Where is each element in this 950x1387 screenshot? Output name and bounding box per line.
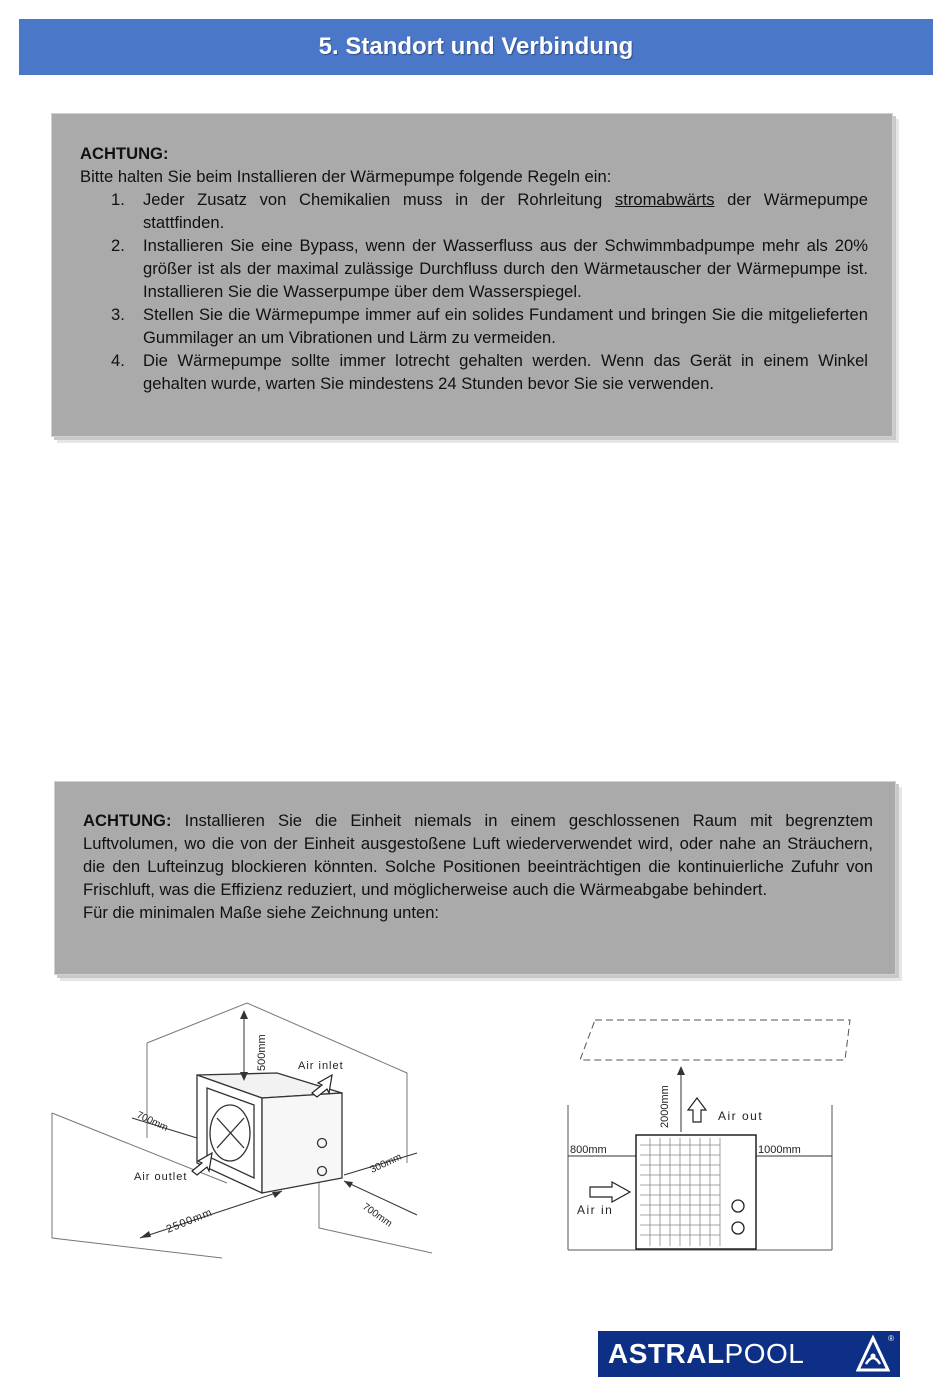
dim-top-label: 500mm bbox=[256, 1034, 268, 1071]
rule-number: 3. bbox=[111, 305, 125, 324]
dim-right-label: 300mm bbox=[368, 1151, 404, 1176]
air-in-label: Air in bbox=[577, 1203, 614, 1217]
air-in-arrow bbox=[590, 1182, 630, 1202]
notice-note: Für die minimalen Maße siehe Zeichnung unten: bbox=[83, 903, 440, 922]
rule-number: 2. bbox=[111, 236, 125, 255]
notice-heading: ACHTUNG: bbox=[83, 811, 172, 830]
rules-list bbox=[80, 188, 868, 395]
dim-top-label: 2000mm bbox=[659, 1085, 671, 1128]
notice-body bbox=[83, 809, 873, 901]
rule-text: Stellen Sie die Wärmepumpe immer auf ein solides Fundament und bringen Sie die mitgelieferten Gummilager an um Vibrationen und Lärm zu vermeiden. bbox=[143, 305, 868, 347]
rule-item bbox=[111, 234, 868, 303]
air-outlet-label: Air outlet bbox=[134, 1171, 188, 1183]
air-out-arrow bbox=[688, 1098, 706, 1122]
notice-heading: ACHTUNG: bbox=[80, 144, 169, 163]
logo-wordmark: ASTRALPOOL bbox=[608, 1338, 805, 1369]
logo-mark-icon bbox=[856, 1334, 894, 1374]
air-out-label: Air out bbox=[718, 1109, 764, 1123]
section-header bbox=[19, 19, 933, 75]
notice-installation-rules bbox=[51, 113, 893, 437]
air-inlet-label: Air inlet bbox=[298, 1060, 344, 1072]
notice-ventilation bbox=[54, 781, 896, 975]
rule-text: Die Wärmepumpe sollte immer lotrecht gehalten werden. Wenn das Gerät in einem Winkel gehalten wurde, warten Sie mindestens 24 Stunden bevor Sie sie verwenden. bbox=[143, 351, 868, 393]
heat-pump-unit bbox=[636, 1135, 756, 1249]
dim-left-label: 700mm bbox=[134, 1109, 170, 1134]
rule-item bbox=[111, 349, 868, 395]
rule-text: Jeder Zusatz von Chemikalien muss in der Rohrleitung bbox=[143, 190, 615, 209]
dim-bottom-right-label: 700mm bbox=[360, 1201, 394, 1230]
rule-item bbox=[111, 188, 868, 234]
notice-intro: Bitte halten Sie beim Installieren der Wärmepumpe folgende Regeln ein: bbox=[80, 167, 612, 186]
rule-number: 4. bbox=[111, 351, 125, 370]
registered-mark: ® bbox=[888, 1334, 894, 1343]
dim-front-label: 2500mm bbox=[164, 1206, 215, 1236]
rule-text: Installieren Sie eine Bypass, wenn der Wasserfluss aus der Schwimmbadpumpe mehr als 20% größer ist als der maximal zulässige Durchfluss durch den Wärmetauscher der Wärmepumpe ist. Installieren Sie die Wasserpumpe über dem Wasserspiegel. bbox=[143, 236, 868, 301]
clearance-diagram-isometric bbox=[22, 993, 470, 1273]
astralpool-logo bbox=[598, 1331, 900, 1377]
rule-text: der Wärmepumpe stattfinden. bbox=[143, 190, 868, 232]
dim-left-label: 800mm bbox=[570, 1144, 607, 1156]
dim-right-label: 1000mm bbox=[758, 1144, 801, 1156]
section-title: 5. Standort und Verbindung bbox=[318, 33, 634, 60]
rule-item bbox=[111, 303, 868, 349]
notice-text: Installieren Sie die Einheit niemals in einem geschlossenen Raum mit begrenztem Luftvolumen, wo die von der Einheit ausgestoßene Luft wiederverwendet wird, oder nahe an Sträuchern, die den Lufteinzug blockieren könnten. Solche Positionen beeinträchtigen die kontinuierliche Zufuhr von Frischluft, was die Effizienz reduziert, und möglicherweise auch die Wärmeabgabe behindert. bbox=[83, 811, 873, 899]
clearance-diagram-front bbox=[560, 1010, 860, 1260]
rule-number: 1. bbox=[111, 190, 125, 209]
rule-emphasis: stromabwärts bbox=[614, 190, 715, 209]
